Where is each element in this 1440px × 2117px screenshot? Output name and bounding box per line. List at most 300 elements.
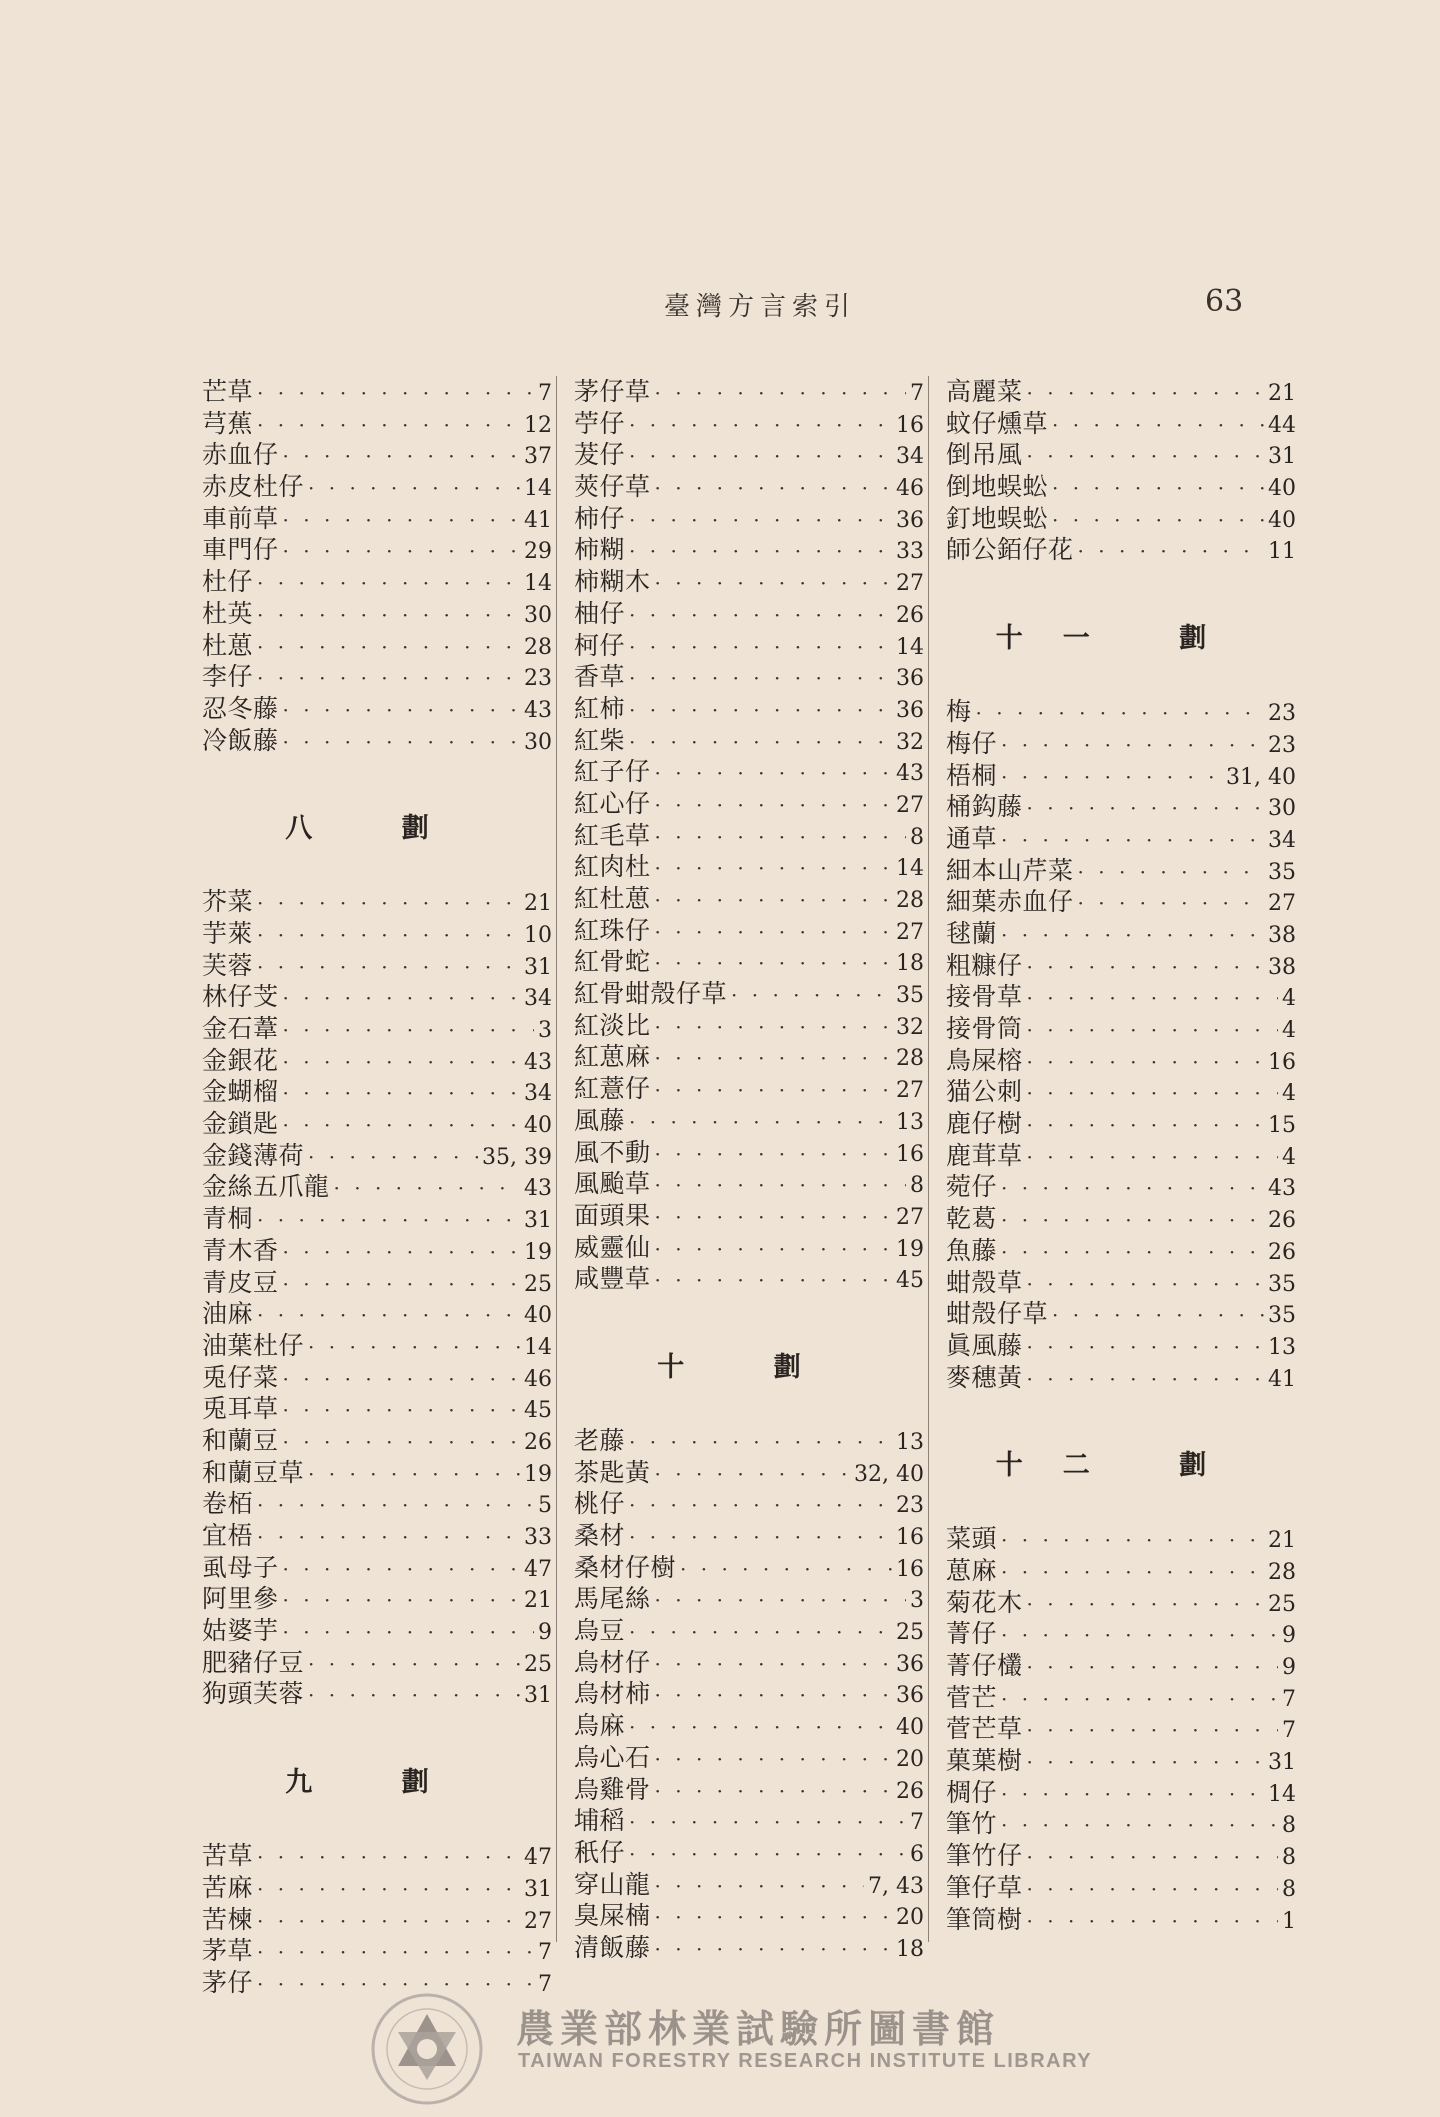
dot-leader: [1001, 1525, 1264, 1557]
entry-term: 桑材: [574, 1521, 626, 1550]
dot-leader: [655, 1902, 892, 1934]
index-entry: [574, 1520, 924, 1552]
index-entry: [202, 1520, 552, 1552]
dot-leader: [1027, 1110, 1264, 1142]
entry-term: 紅骨蚶殼仔草: [574, 979, 728, 1009]
index-entry: [574, 1263, 924, 1295]
entry-term: 清飯藤: [574, 1932, 651, 1962]
index-entry: [946, 1076, 1296, 1108]
entry-term: 菜頭: [946, 1524, 998, 1554]
dot-leader: [1027, 793, 1264, 825]
dot-leader: [629, 1522, 892, 1554]
index-entry: [946, 823, 1296, 855]
entry-page-ref: 8: [910, 824, 924, 850]
index-entry: [202, 981, 552, 1013]
entry-page-ref: 21: [1268, 1528, 1296, 1554]
entry-page-ref: 26: [896, 1778, 924, 1804]
entry-term: 威靈仙: [574, 1232, 651, 1262]
dot-leader: [1001, 1237, 1264, 1269]
dot-leader: [257, 1300, 520, 1332]
entry-term: 李仔: [202, 662, 254, 692]
dot-leader: [283, 1078, 520, 1110]
entry-page-ref: 9: [1282, 1655, 1296, 1680]
entry-page-ref: 13: [896, 1429, 924, 1455]
entry-term: 筆筒樹: [946, 1904, 1023, 1934]
entry-page-ref: 23: [1268, 732, 1296, 758]
entry-term: 菓葉樹: [946, 1746, 1023, 1776]
index-entry: [946, 1108, 1296, 1140]
entry-term: 風不動: [574, 1137, 651, 1167]
entry-page-ref: 32, 40: [854, 1461, 924, 1487]
entry-term: 茶匙黃: [574, 1457, 651, 1487]
dot-leader: [655, 1012, 892, 1044]
dot-leader: [1078, 857, 1264, 889]
index-entry: [202, 1488, 552, 1520]
entry-page-ref: 30: [1268, 796, 1296, 822]
entry-term: 倒吊風: [946, 440, 1023, 470]
index-entry: [574, 630, 924, 662]
index-column-2: [574, 376, 924, 1964]
dot-leader: [257, 1205, 520, 1237]
entry-term: 茅仔草: [574, 377, 651, 406]
entry-page-ref: 37: [524, 444, 552, 470]
entry-term: 狗頭芙蓉: [202, 1679, 305, 1709]
entry-term: 蚊仔燻草: [946, 408, 1049, 438]
entry-page-ref: 27: [896, 1204, 924, 1230]
entry-term: 筆竹: [946, 1809, 998, 1839]
dot-leader: [283, 505, 520, 537]
dot-leader: [283, 1427, 520, 1459]
index-entry: [202, 1872, 552, 1904]
entry-page-ref: 8: [910, 1173, 924, 1199]
entry-term: 烏材仔: [574, 1647, 651, 1677]
entry-term: 毬蘭: [946, 918, 998, 948]
dot-leader: [283, 983, 520, 1015]
dot-leader: [1001, 1205, 1264, 1237]
entry-term: 金錢薄荷: [202, 1140, 305, 1170]
entry-page-ref: 27: [896, 1078, 924, 1104]
entry-term: 苦草: [202, 1841, 254, 1871]
dot-leader: [629, 1107, 892, 1139]
entry-page-ref: 13: [1268, 1334, 1296, 1360]
index-entry: [202, 1647, 552, 1679]
entry-term: 青皮豆: [202, 1267, 279, 1297]
entry-page-ref: 8: [1282, 1876, 1296, 1902]
dot-leader: [257, 1874, 520, 1906]
entry-term: 紅毛草: [574, 820, 651, 850]
dot-leader: [257, 568, 520, 600]
entry-term: 茅草: [202, 1936, 254, 1966]
index-entry: [946, 376, 1296, 408]
entry-page-ref: 31: [524, 1208, 552, 1234]
dot-leader: [629, 663, 892, 695]
dot-leader: [283, 441, 520, 473]
index-entry: [574, 851, 924, 883]
entry-term: 兎耳草: [202, 1394, 279, 1424]
dot-leader: [257, 920, 520, 952]
dot-leader: [283, 1015, 534, 1047]
entry-page-ref: 33: [896, 539, 924, 565]
index-entry: [574, 693, 924, 725]
stroke-count-heading: 八 劃: [285, 813, 469, 845]
entry-term: 杜葸: [202, 630, 254, 660]
dot-leader: [257, 888, 520, 920]
stroke-count-heading: 九 劃: [285, 1767, 469, 1799]
entry-term: 高麗菜: [946, 377, 1023, 406]
entry-page-ref: 21: [1268, 381, 1296, 406]
entry-term: 菊花木: [946, 1587, 1023, 1617]
index-entry: [946, 1362, 1296, 1394]
entry-term: 鳥屎榕: [946, 1045, 1023, 1075]
dot-leader: [257, 410, 520, 442]
index-entry: [574, 1232, 924, 1264]
dot-leader: [257, 1490, 534, 1522]
dot-leader: [1001, 1173, 1264, 1205]
entry-term: 金石葦: [202, 1014, 279, 1043]
dot-leader: [257, 1906, 520, 1938]
entry-page-ref: 28: [524, 634, 552, 660]
index-entry: [574, 1041, 924, 1073]
entry-term: 埔稻: [574, 1806, 626, 1836]
index-entry: [574, 1615, 924, 1647]
index-entry: [946, 1650, 1296, 1682]
index-entry: [202, 1076, 552, 1108]
dot-leader: [1027, 1047, 1264, 1079]
dot-leader: [308, 1332, 520, 1364]
entry-term: 香草: [574, 662, 626, 692]
index-entry: [574, 661, 924, 693]
entry-term: 倒地蜈蚣: [946, 472, 1049, 502]
index-entry: [574, 1932, 924, 1964]
dot-leader: [629, 1490, 892, 1522]
entry-term: 茇仔: [574, 440, 626, 470]
entry-term: 葸麻: [946, 1555, 998, 1585]
entry-page-ref: 25: [524, 1271, 552, 1297]
entry-page-ref: 16: [896, 1525, 924, 1550]
dot-leader: [731, 980, 892, 1012]
index-entry: [946, 1713, 1296, 1745]
index-entry: [946, 696, 1296, 728]
entry-term: 紅骨蛇: [574, 947, 651, 977]
entry-term: 冷飯藤: [202, 725, 279, 755]
index-entry: [946, 855, 1296, 887]
dot-leader: [283, 1237, 520, 1269]
index-entry: [202, 725, 552, 757]
index-entry: [202, 471, 552, 503]
entry-term: 芒草: [202, 377, 254, 406]
index-entry: [946, 408, 1296, 440]
entry-term: 釘地蜈蚣: [946, 503, 1049, 533]
dot-leader: [655, 1744, 892, 1776]
entry-page-ref: 36: [896, 1683, 924, 1709]
entry-page-ref: 21: [524, 891, 552, 917]
index-entry: [202, 1203, 552, 1235]
index-entry: [946, 1618, 1296, 1650]
index-entry: [574, 1774, 924, 1806]
dot-leader: [655, 1075, 892, 1107]
dot-leader: [1052, 1300, 1264, 1332]
dot-leader: [1027, 1332, 1264, 1364]
entry-page-ref: 35: [1268, 1271, 1296, 1297]
entry-page-ref: 27: [524, 1908, 552, 1934]
entry-term: 風藤: [574, 1105, 626, 1135]
entry-term: 紅心仔: [574, 788, 651, 818]
entry-page-ref: 3: [538, 1018, 552, 1043]
dot-leader: [629, 695, 892, 727]
dot-leader: [257, 952, 520, 984]
index-entry: [574, 1647, 924, 1679]
dot-leader: [655, 473, 892, 505]
dot-leader: [655, 1585, 906, 1617]
entry-term: 菅芒: [946, 1682, 998, 1712]
entry-term: 肥豬仔豆: [202, 1647, 305, 1677]
entry-term: 芙蓉: [202, 950, 254, 980]
entry-page-ref: 40: [524, 1303, 552, 1329]
entry-term: 梧桐: [946, 760, 998, 790]
entry-page-ref: 44: [1268, 412, 1296, 438]
entry-page-ref: 1: [1282, 1908, 1296, 1934]
entry-term: 金絲五爪龍: [202, 1172, 330, 1202]
index-entry: [202, 886, 552, 918]
dot-leader: [655, 885, 892, 917]
index-entry: [946, 503, 1296, 535]
index-entry: [574, 788, 924, 820]
entry-term: 鹿仔樹: [946, 1109, 1023, 1139]
entry-term: 菁仔欉: [946, 1651, 1023, 1680]
column-divider: [928, 376, 929, 1942]
dot-leader: [655, 1234, 892, 1266]
entry-term: 金蝴榴: [202, 1077, 279, 1107]
dot-leader: [1001, 1557, 1264, 1589]
entry-page-ref: 7: [910, 1810, 924, 1836]
dot-leader: [655, 1680, 892, 1712]
entry-term: 菀仔: [946, 1172, 998, 1202]
dot-leader: [1078, 536, 1264, 568]
entry-term: 桶鈎藤: [946, 792, 1023, 822]
dot-leader: [1001, 1810, 1278, 1842]
entry-term: 老藤: [574, 1425, 626, 1455]
index-entry: [946, 791, 1296, 823]
index-entry: [574, 1200, 924, 1232]
index-entry: [574, 439, 924, 471]
index-entry: [946, 1587, 1296, 1619]
entry-page-ref: 36: [896, 507, 924, 533]
entry-page-ref: 46: [896, 476, 924, 502]
dot-leader: [1027, 983, 1278, 1015]
entry-term: 杜仔: [202, 567, 254, 597]
entry-term: 金鎖匙: [202, 1109, 279, 1139]
dot-leader: [655, 1043, 892, 1075]
entry-page-ref: 35: [1268, 1303, 1296, 1329]
entry-term: 細本山芹菜: [946, 855, 1074, 885]
index-entry: [946, 1140, 1296, 1172]
dot-leader: [334, 1173, 520, 1205]
entry-page-ref: 27: [896, 792, 924, 818]
index-entry: [202, 598, 552, 630]
dot-leader: [655, 1139, 892, 1171]
dot-leader: [976, 698, 1264, 730]
index-entry: [574, 946, 924, 978]
entry-page-ref: 40: [1268, 507, 1296, 533]
entry-page-ref: 11: [1268, 539, 1296, 565]
dot-leader: [629, 727, 892, 759]
entry-term: 紅柴: [574, 725, 626, 755]
index-column-3: [946, 376, 1296, 1935]
entry-page-ref: 14: [1268, 1781, 1296, 1807]
entry-page-ref: 43: [896, 761, 924, 787]
entry-term: 秖仔: [574, 1837, 626, 1867]
entry-page-ref: 26: [896, 602, 924, 628]
index-entry: [946, 950, 1296, 982]
index-entry: [946, 1235, 1296, 1267]
entry-page-ref: 34: [524, 986, 552, 1012]
dot-leader: [257, 1937, 534, 1969]
entry-page-ref: 9: [538, 1620, 552, 1646]
index-entry: [202, 661, 552, 693]
dot-leader: [1001, 1684, 1278, 1716]
entry-page-ref: 26: [524, 1429, 552, 1455]
dot-leader: [257, 1522, 520, 1554]
entry-term: 通草: [946, 823, 998, 853]
index-entry: [946, 1045, 1296, 1077]
dot-leader: [629, 632, 892, 664]
index-entry: [574, 408, 924, 440]
dot-leader: [655, 853, 892, 885]
index-entry: [574, 1710, 924, 1742]
index-entry: [202, 1140, 552, 1172]
entry-page-ref: 7: [538, 1940, 552, 1966]
dot-leader: [1027, 1906, 1278, 1938]
entry-page-ref: 8: [1282, 1845, 1296, 1871]
dot-leader: [655, 1649, 892, 1681]
dot-leader: [1052, 473, 1264, 505]
index-entry: [946, 439, 1296, 471]
entry-term: 馬尾絲: [574, 1584, 651, 1614]
entry-term: 接骨筒: [946, 1014, 1023, 1043]
dot-leader: [655, 790, 892, 822]
dot-leader: [655, 1265, 892, 1297]
entry-page-ref: 5: [538, 1493, 552, 1519]
entry-term: 紅珠仔: [574, 915, 651, 945]
dot-leader: [1027, 1874, 1278, 1906]
index-entry: [946, 1808, 1296, 1840]
entry-page-ref: 4: [1282, 1018, 1296, 1043]
entry-page-ref: 43: [1268, 1176, 1296, 1202]
index-entry: [202, 693, 552, 725]
entry-term: 蚶殼草: [946, 1267, 1023, 1297]
entry-page-ref: 35: [1268, 859, 1296, 885]
index-entry: [946, 1171, 1296, 1203]
entry-term: 林仔芠: [202, 982, 279, 1012]
index-entry: [574, 820, 924, 852]
dot-leader: [680, 1554, 892, 1586]
entry-page-ref: 4: [1282, 1081, 1296, 1107]
entry-term: 紅柿: [574, 693, 626, 723]
entry-page-ref: 7, 43: [868, 1873, 924, 1899]
dot-leader: [629, 505, 892, 537]
index-entry: [946, 1267, 1296, 1299]
entry-term: 烏麻: [574, 1711, 626, 1741]
entry-page-ref: 28: [896, 888, 924, 913]
dot-leader: [1001, 825, 1264, 857]
entry-page-ref: 9: [1282, 1623, 1296, 1649]
dot-leader: [1027, 1715, 1278, 1747]
entry-page-ref: 30: [524, 602, 552, 628]
dot-leader: [629, 536, 892, 568]
index-entry: [946, 1904, 1296, 1936]
entry-page-ref: 31: [1268, 1750, 1296, 1776]
entry-term: 和蘭豆草: [202, 1457, 305, 1487]
entry-page-ref: 28: [1268, 1559, 1296, 1585]
entry-page-ref: 40: [524, 1113, 552, 1139]
entry-term: 杜英: [202, 598, 254, 628]
dot-leader: [257, 1842, 520, 1874]
index-entry: [574, 534, 924, 566]
entry-term: 穿山龍: [574, 1869, 651, 1899]
entry-page-ref: 23: [1268, 701, 1296, 727]
index-entry: [202, 1583, 552, 1615]
dot-leader: [655, 948, 892, 980]
entry-page-ref: 25: [1268, 1591, 1296, 1617]
entry-page-ref: 14: [524, 1334, 552, 1360]
index-entry: [574, 915, 924, 947]
entry-page-ref: 14: [524, 476, 552, 502]
entry-page-ref: 26: [1268, 1208, 1296, 1234]
dot-leader: [1001, 1779, 1264, 1811]
index-entry: [946, 471, 1296, 503]
index-entry: [574, 1488, 924, 1520]
dot-leader: [629, 1427, 892, 1459]
index-entry: [946, 918, 1296, 950]
entry-page-ref: 7: [538, 381, 552, 406]
index-entry: [946, 1330, 1296, 1362]
dot-leader: [257, 632, 520, 664]
entry-page-ref: 31: [524, 1683, 552, 1709]
dot-leader: [629, 1839, 906, 1871]
entry-term: 兎仔菜: [202, 1362, 279, 1392]
entry-page-ref: 47: [524, 1845, 552, 1871]
dot-leader: [655, 822, 906, 854]
dot-leader: [1001, 730, 1264, 762]
entry-term: 芋萊: [202, 918, 254, 948]
entry-term: 乾葛: [946, 1204, 998, 1234]
dot-leader: [283, 1047, 520, 1079]
index-entry: [574, 1869, 924, 1901]
entry-page-ref: 16: [896, 412, 924, 438]
entry-term: 柿仔: [574, 503, 626, 533]
running-title: 臺灣方言索引: [663, 292, 856, 322]
page-number: 63: [1205, 284, 1244, 319]
index-entry: [202, 1108, 552, 1140]
entry-page-ref: 27: [896, 571, 924, 597]
entry-term: 虱母子: [202, 1552, 279, 1582]
entry-term: 咸豐草: [574, 1264, 651, 1294]
index-entry: [202, 1457, 552, 1489]
index-entry: [946, 534, 1296, 566]
entry-page-ref: 7: [1282, 1718, 1296, 1744]
index-entry: [574, 1425, 924, 1457]
dot-leader: [283, 1617, 534, 1649]
index-entry: [202, 1362, 552, 1394]
index-entry: [946, 1203, 1296, 1235]
entry-term: 芎蕉: [202, 408, 254, 438]
entry-page-ref: 41: [1268, 1366, 1296, 1392]
dot-leader: [283, 536, 520, 568]
entry-page-ref: 36: [896, 1651, 924, 1677]
entry-page-ref: 25: [896, 1620, 924, 1646]
entry-term: 車門仔: [202, 535, 279, 565]
index-entry: [574, 598, 924, 630]
